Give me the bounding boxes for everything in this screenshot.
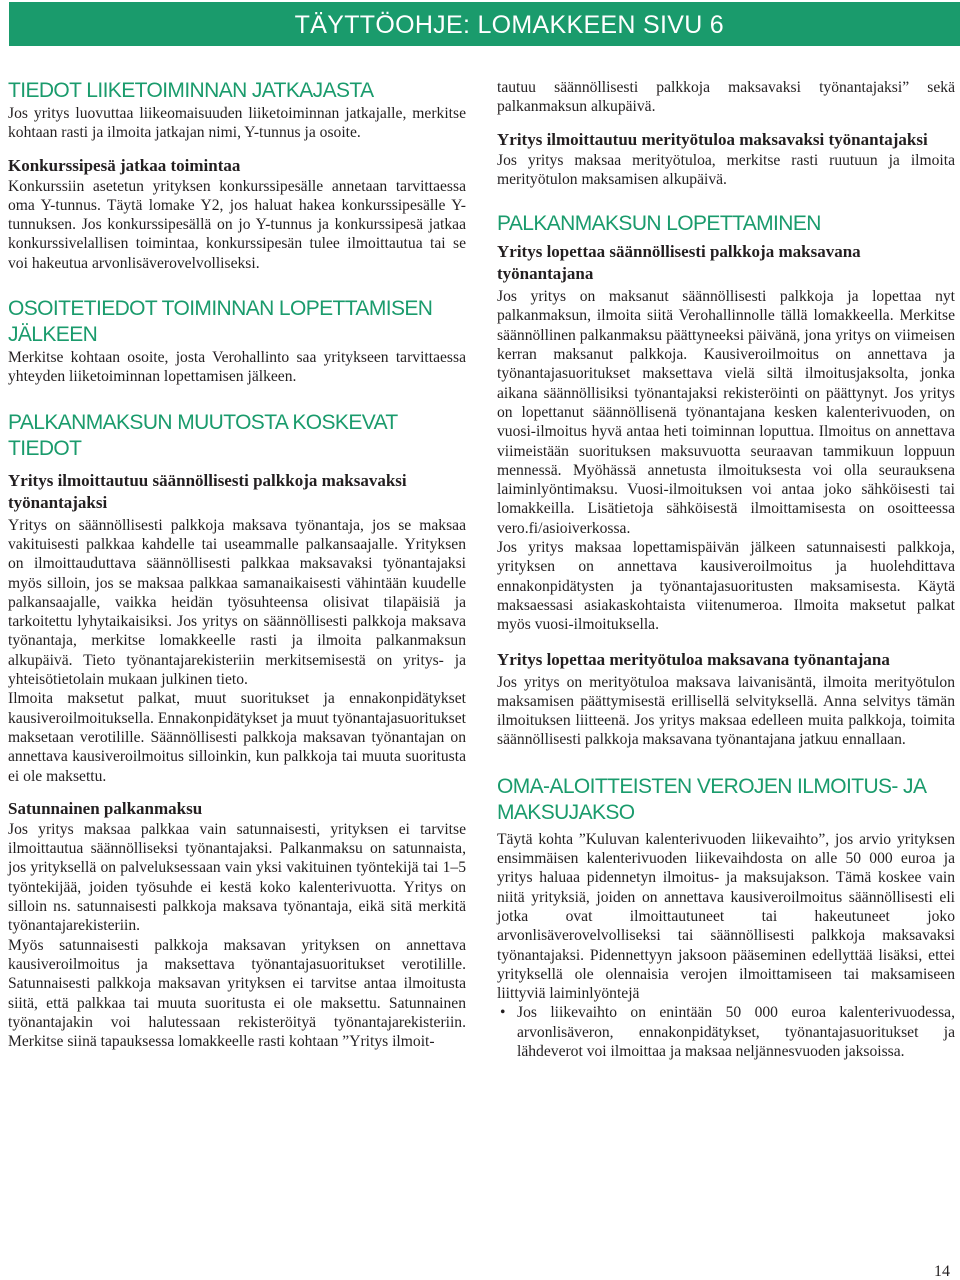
subheading-occasional-payroll: Satunnainen palkanmaksu xyxy=(8,798,203,818)
section-heading-payroll-changes: PALKANMAKSUN MUUTOSTA KOSKEVAT TIEDOT xyxy=(8,410,398,460)
paragraph: Konkurssiin asetetun yrityksen konkurssipesälle annetaan tarvittaessa oma Y-tunnus. Täytä lomake Y2, jos haluat hakea konkurssipesälle Y-tunnuksen. Jos konkurssipesällä on jo Y-tunnus ja konkurssipesä jatkaa konkurssivelallisen toimintaa, konkurssipesän tulee ilmoittautua tai se voi hakeutua arvonlisäverovelvolliseksi. xyxy=(8,177,466,272)
subheading-bankruptcy-estate: Konkurssipesä jatkaa toimintaa xyxy=(8,155,241,175)
paragraph: Jos yritys on merityötuloa maksava laivanisäntä, ilmoita merityötulon maksamisen päättymisestä erillisellä selvityksellä. Anna selvitys tämän ilmoituksen liitteenä. Jos yritys maksaa edelleen muita palkkoja, toimita säännöllisesti palkkoja maksavana työnantajana jatkuu ennallaan. xyxy=(497,673,955,749)
subheading-seafarer-income-employer: Yritys ilmoittautuu merityötuloa maksavaksi työnantajaksi xyxy=(497,129,928,149)
left-column xyxy=(8,78,466,1051)
paragraph: Ilmoita maksetut palkat, muut suoritukset ja ennakonpidätykset kausiveroilmoituksella. Ennakonpidätykset ja muut työnantajasuoritukset maksetaan verotilille. Säännöllisesti palkkoja maksavan työnantajan on annettava kausiveroilmoitus silloinkin, kun palkkoja tai muuta suoritusta ei ole maksettu. xyxy=(8,690,466,785)
subheading-stop-seafarer-employer: Yritys lopettaa merityötuloa maksavana työnantajana xyxy=(497,649,890,669)
paragraph: Jos yritys on maksanut säännöllisesti palkkoja ja lopettaa nyt palkanmaksun, ilmoita siitä Verohallinnolle tällä lomakkeella. Merkitse säännöllinen palkanmaksu päättyneeksi päivänä, jona yritys on viimeisen kerran maksanut palkkoja. Kausiveroilmoitus on annettava ja työnantajasuoritukset maksettava vielä siltä ilmoitusjaksolta, jonka aikana säännöllisiksi työnantajaksi rekisteröinti on päättynyt. Jos yritys on lopettanut säännöllisenä työnantajana kesken kalenterivuoden, on vuosi-ilmoitus hyvä antaa heti toiminnan loputtua. Ilmoitus on annettava viimeistään suorituksen maksuvuotta seuraavan tammikuun loppuun mennessä. Myöhässä annetusta ilmoituksesta voi olla seurauksena laiminlyöntimaksu. Vuosi-ilmoituksen voi antaa joko sähköisesti tai lomakkeilla. Lisätietoja sähköisestä ilmoittamisesta on osoitteessa vero.fi/asioiverkossa. xyxy=(497,288,955,537)
paragraph: Jos yritys maksaa palkkaa vain satunnaisesti, yrityksen ei tarvitse ilmoittautua säännölliseksi työnantajaksi. Palkanmaksu on satunnaista, jos yrityksellä on palveluksessaan vain yksi vakituinen työntekijä tai 1–5 työntekijää, joiden työsuhde ei kestä koko kalenterivuotta. Yritys on silloin ns. satunnaisesti palkkoja maksava työnantaja, eikä sitä merkitä työnantajarekisteriin. xyxy=(8,820,466,935)
paragraph: Jos yritys luovuttaa liikeomaisuuden liiketoiminnan jatkajalle, merkitse kohtaan rasti ja ilmoita jatkajan nimi, Y-tunnus ja osoite. xyxy=(8,105,466,142)
right-column xyxy=(497,78,955,1061)
section-heading-self-assessed-tax-period: OMA-ALOITTEISTEN VEROJEN ILMOITUS- JA MAKSUJAKSO xyxy=(497,774,926,824)
paragraph: Yritys on säännöllisesti palkkoja maksava työnantaja, jos se maksaa vakituisesti palkkaa kahdelle tai useammalle palkansaajalle. Yrityksen on ilmoittauduttava säännöllisesti palkkaa maksavaksi työnantajaksi myös silloin, jos se maksaa palkkaa samanaikaisesti vähintään kuudelle palkansaajalle, vaikka heidän työsuhteensa olisivat tilapäisiä ja tarkoitettu lyhytaikaisiksi. Jos yritys on säännöllisesti palkkoja maksava työnantaja, merkitse lomakkeelle rasti ja ilmoita palkanmaksun alkupäivä. Tieto työnantajarekisteriin merkitsemisestä on yritys- ja yhteisötietolain mukaan julkinen tieto. xyxy=(8,516,466,689)
subheading-stop-regular-employer: Yritys lopettaa säännöllisesti palkkoja maksavana työnantajana xyxy=(497,242,861,284)
paragraph: tautuu säännöllisesti palkkoja maksavaksi työnantajaksi” sekä palkanmaksun alkupäivä. xyxy=(497,79,955,116)
list-item-text: Jos liikevaihto on enintään 50 000 euroa kalenterivuodessa, arvonlisäveron, ennakonpidätykset, työnantajasuoritukset ja lähdeverot voi ilmoittaa ja maksaa neljännesvuoden jaksoissa. xyxy=(517,1004,955,1060)
bullet-icon: • xyxy=(500,1004,506,1022)
paragraph: Täytä kohta ”Kuluvan kalenterivuoden liikevaihto”, jos arvio yrityksen ensimmäisen kalenterivuoden liikevaihdosta on alle 50 000 euroa ja yritys haluaa pidennetyn ilmoitus- ja maksujakson. Tämä koskee vain niitä yrityksiä, joiden on annettava kausiveroilmoitus säännöllisesti eli jotka ovat ilmoittautuneet tai hakeutuneet joko arvonlisäverovelvolliseksi tai säännöllisesti palkkoja maksavaksi työnantajaksi. Pidennettyyn jaksoon pääseminen edellyttää lisäksi, ettei yrityksellä ole olennaisia verojen ilmoittamiseen tai maksamiseen liittyviä laiminlyöntejä xyxy=(497,830,955,1003)
list-item xyxy=(497,1003,955,1061)
page-header-bar xyxy=(9,2,960,46)
paragraph: Myös satunnaisesti palkkoja maksavan yrityksen on annettava kausiveroilmoitus ja maksettava työnantajasuoritukset verotilille. Satunnaisesti palkkoja maksavan yrityksen ei tarvitse antaa ilmoitusta siitä, että palkkaa tai muuta suoritusta ei ole maksettu. Satunnainen työnantajakin voi halutessaan rekisteröityä työnantajarekisteriin. Merkitse siinä tapauksessa lomakkeelle rasti kohtaan ”Yritys ilmoit- xyxy=(8,936,466,1051)
paragraph: Merkitse kohtaan osoite, josta Verohallinto saa yritykseen tarvittaessa yhteyden liiketoiminnan lopettamisen jälkeen. xyxy=(8,349,466,386)
section-heading-payroll-termination: PALKANMAKSUN LOPETTAMINEN xyxy=(497,212,821,236)
page-number: 14 xyxy=(934,1263,950,1280)
section-heading-business-successor: TIEDOT LIIKETOIMINNAN JATKAJASTA xyxy=(8,79,374,102)
page-title: TÄYTTÖOHJE: LOMAKKEEN SIVU 6 xyxy=(294,11,724,39)
subheading-regular-employer: Yritys ilmoittautuu säännöllisesti palkkoja maksavaksi työnantajaksi xyxy=(8,470,407,512)
paragraph: Jos yritys maksaa merityötuloa, merkitse rasti ruutuun ja ilmoita merityötulon maksamisen alkupäivä. xyxy=(497,151,955,188)
bullet-list xyxy=(497,1003,955,1061)
paragraph: Jos yritys maksaa lopettamispäivän jälkeen satunnaisesti palkkoja, yrityksen on annettava kausiveroilmoitus ja huolehdittava ennakonpidätysten ja työnantajasuoritusten maksamisesta. Käytä maksaessasi asiakaskohtaista viitenumeroa. Ilmoita maksetut palkat myös vuosi-ilmoituksella. xyxy=(497,539,955,634)
section-heading-address-after-closure: OSOITETIEDOT TOIMINNAN LOPETTAMISEN JÄLKEEN xyxy=(8,297,433,347)
